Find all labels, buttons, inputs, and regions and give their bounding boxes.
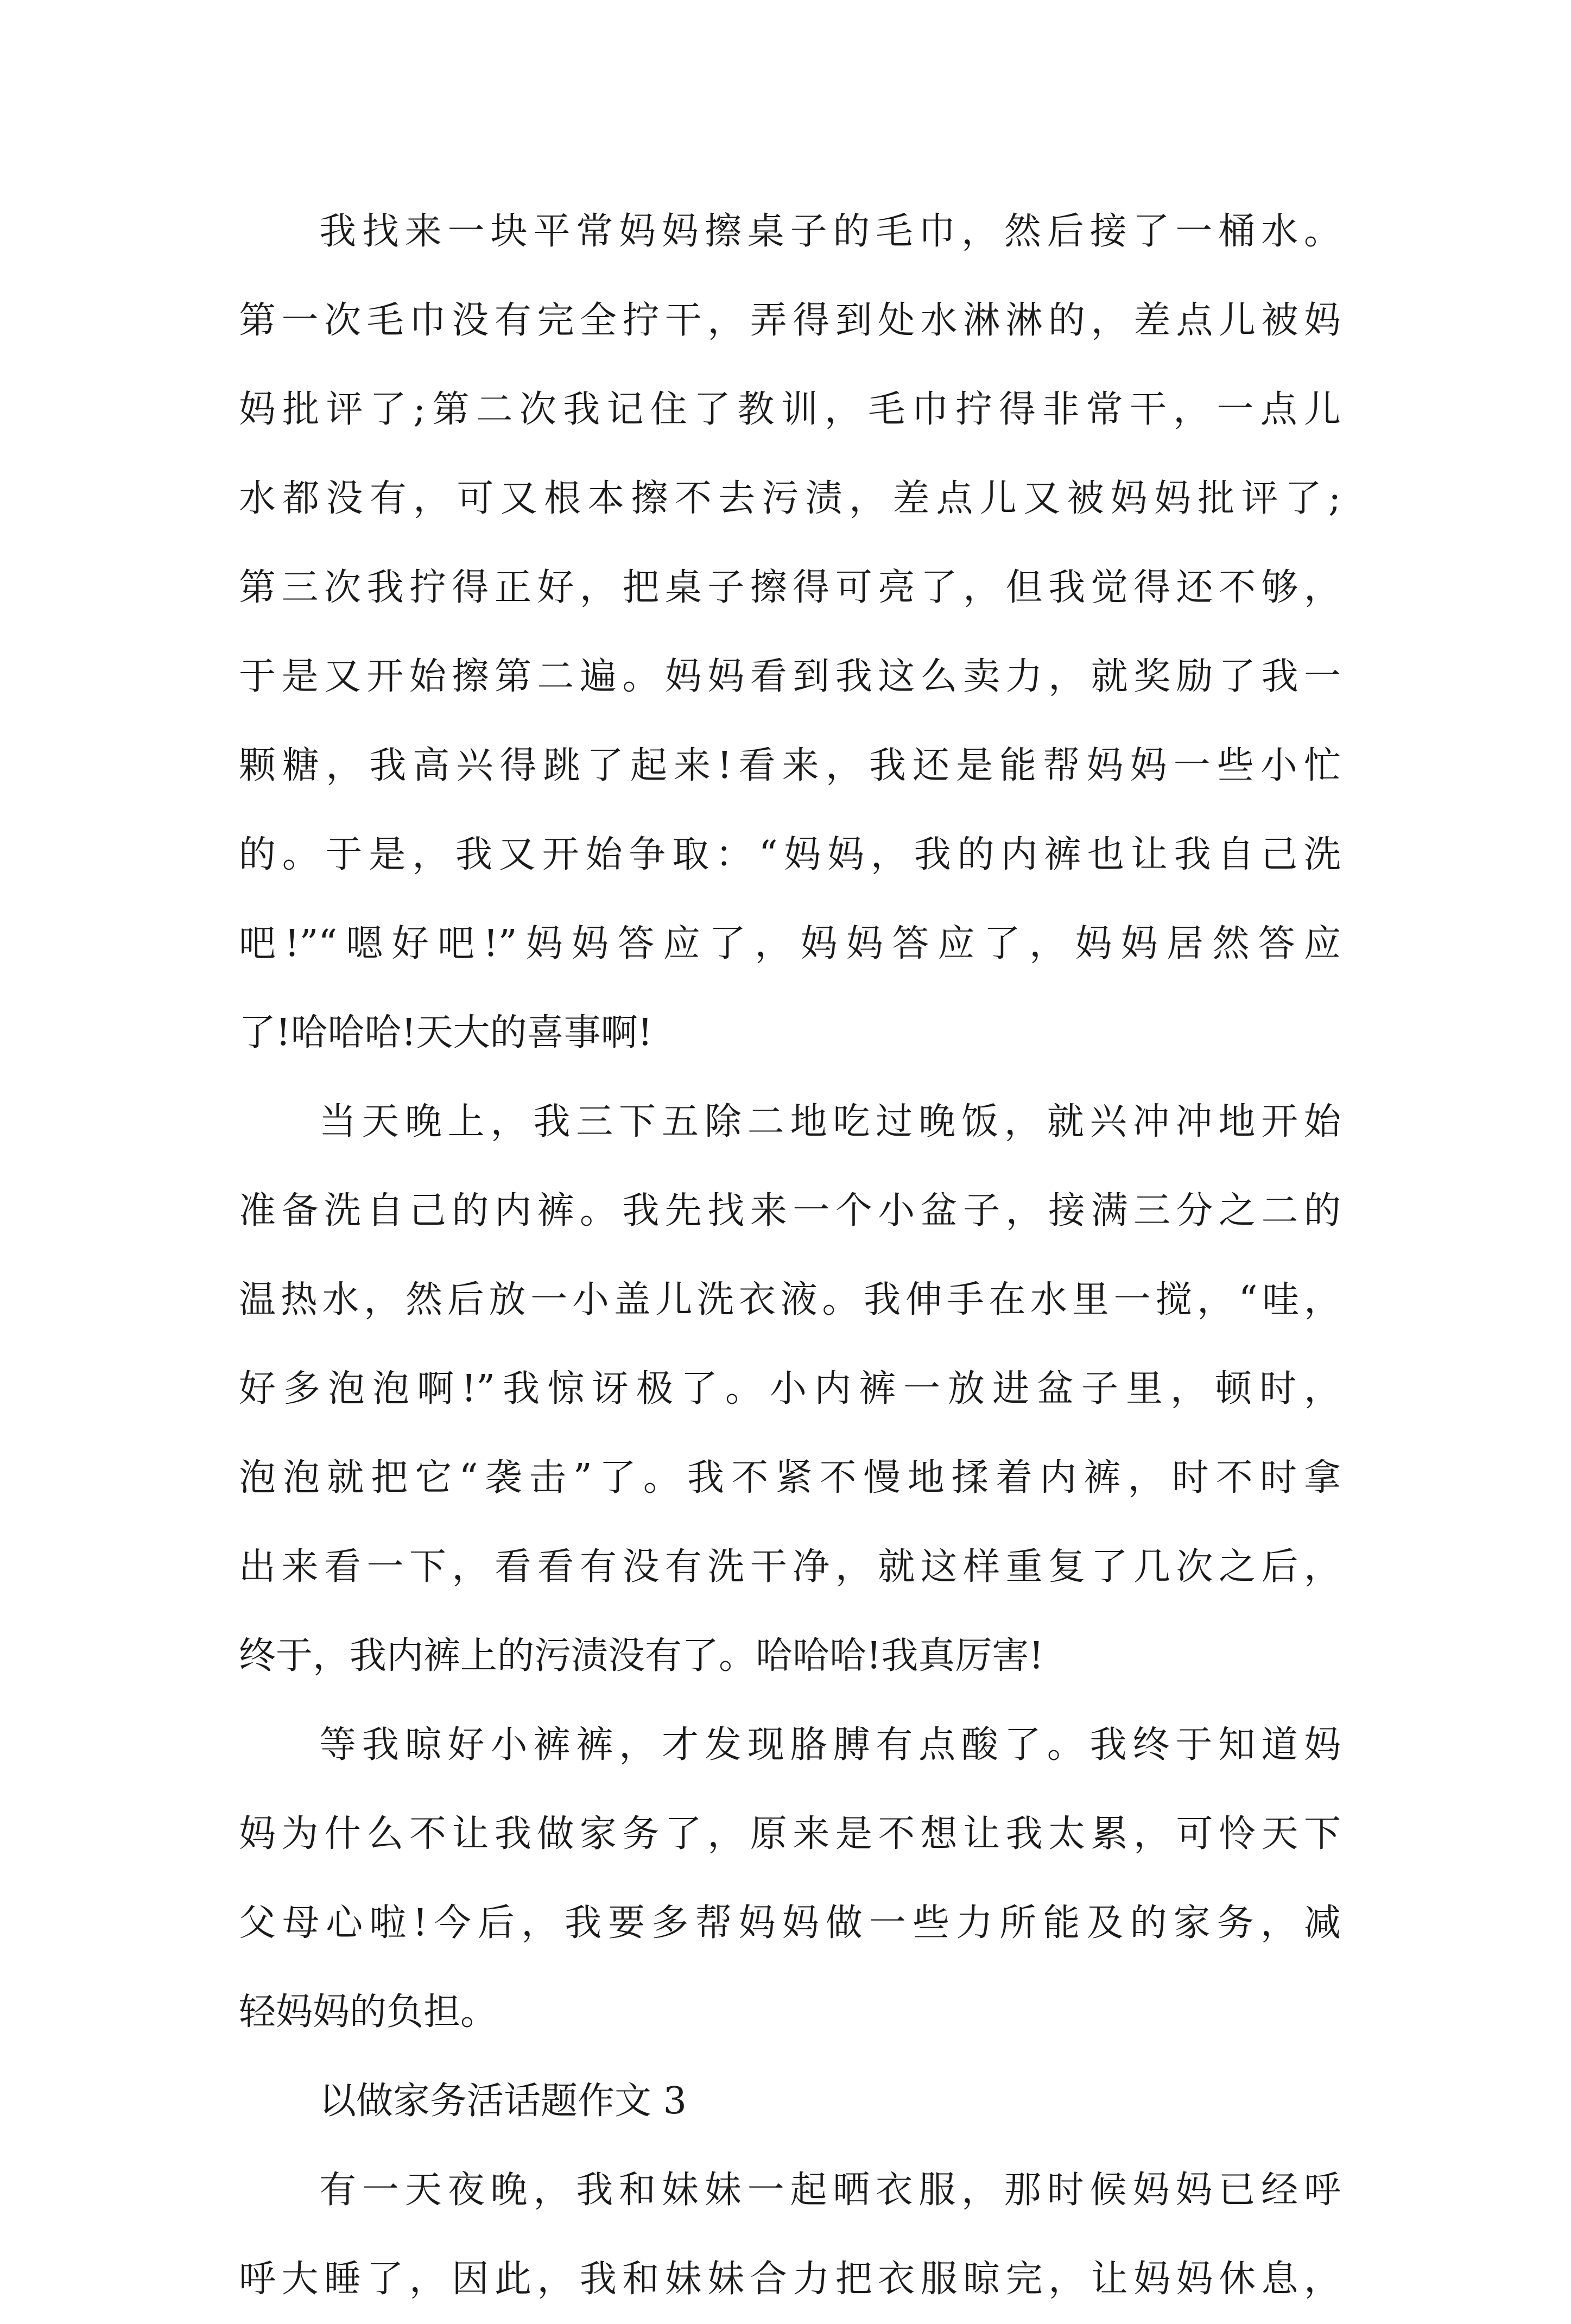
text-line: 泡泡就把它“袭击”了。我不紧不慢地揉着内裤，时不时拿 (239, 1457, 1341, 1499)
text-line: 妈批评了;第二次我记住了教训，毛巾拧得非常干，一点儿 (239, 388, 1341, 431)
article-body (239, 187, 1341, 2324)
text-line: 呼大睡了，因此，我和妹妹合力把衣服晾完，让妈妈休息， (239, 2258, 1341, 2301)
text-line: 了!哈哈哈!天大的喜事啊! (239, 1011, 653, 1054)
text-line: 的。于是，我又开始争取：“妈妈，我的内裤也让我自己洗 (239, 833, 1341, 876)
section-heading: 以做家务活话题作文 3 (319, 2080, 687, 2123)
text-line: 准备洗自己的内裤。我先找来一个小盆子，接满三分之二的 (239, 1189, 1341, 1232)
text-line: 水都没有，可又根本擦不去污渍，差点儿又被妈妈批评了; (239, 477, 1341, 520)
text-line: 等我晾好小裤裤，才发现胳膊有点酸了。我终于知道妈 (319, 1724, 1341, 1766)
text-line: 当天晚上，我三下五除二地吃过晚饭，就兴冲冲地开始 (319, 1100, 1341, 1143)
text-line: 温热水，然后放一小盖儿洗衣液。我伸手在水里一搅，“哇， (239, 1278, 1341, 1321)
text-line: 有一天夜晚，我和妹妹一起晒衣服，那时候妈妈已经呼 (319, 2169, 1341, 2212)
text-line: 轻妈妈的负担。 (239, 1991, 498, 2034)
text-line: 第三次我拧得正好，把桌子擦得可亮了，但我觉得还不够， (239, 566, 1341, 609)
text-line: 吧!”“嗯好吧!”妈妈答应了，妈妈答应了，妈妈居然答应 (239, 922, 1341, 965)
text-line: 我找来一块平常妈妈擦桌子的毛巾，然后接了一桶水。 (319, 210, 1341, 253)
text-line: 出来看一下，看看有没有洗干净，就这样重复了几次之后， (239, 1546, 1341, 1588)
text-line: 妈为什么不让我做家务了，原来是不想让我太累，可怜天下 (239, 1813, 1341, 1856)
text-line: 第一次毛巾没有完全拧干，弄得到处水淋淋的，差点儿被妈 (239, 299, 1341, 342)
text-line: 好多泡泡啊!”我惊讶极了。小内裤一放进盆子里，顿时， (239, 1367, 1341, 1410)
text-line: 父母心啦!今后，我要多帮妈妈做一些力所能及的家务，减 (239, 1902, 1341, 1945)
text-line: 颗糖，我高兴得跳了起来!看来，我还是能帮妈妈一些小忙 (239, 744, 1341, 787)
text-line: 于是又开始擦第二遍。妈妈看到我这么卖力，就奖励了我一 (239, 655, 1341, 698)
text-line: 终于，我内裤上的污渍没有了。哈哈哈!我真厉害! (239, 1635, 1044, 1677)
